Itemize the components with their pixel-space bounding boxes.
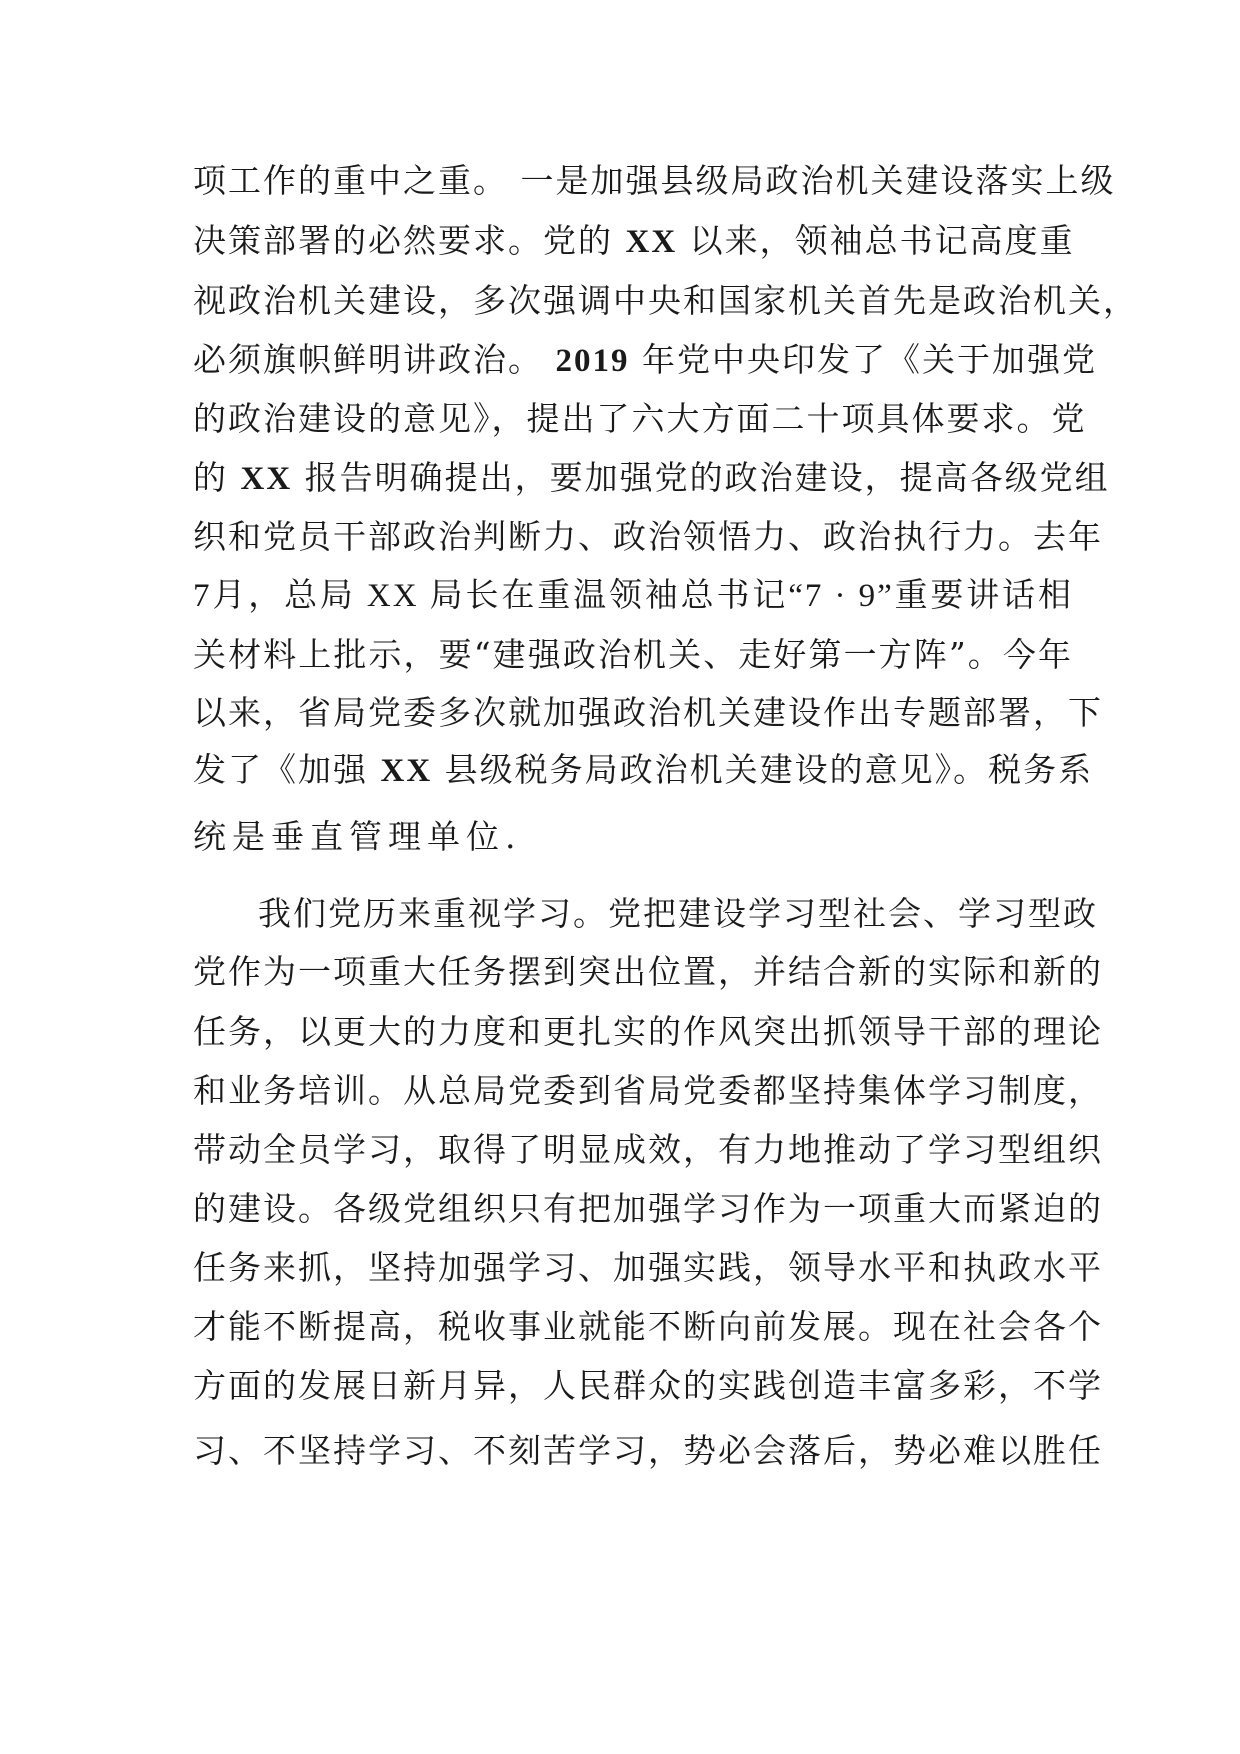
p1-line-4-year: 2019 [555,343,630,379]
p1-line-3-text: 视政治机关建设，多次强调中央和国家机关首先是政治机关， [193,281,1138,320]
p1-line-6-a: 的 [193,458,241,497]
p1-line-2-b: 以来，领袖总书记高度重 [677,221,1075,260]
p1-line-6-b: 报告明确提出，要加强党的政治建设，提高各级党组 [292,458,1110,497]
p2-line-1-text: 我们党历来重视学习。党把建设学习型社会、学习型政 [258,894,1098,933]
p1-line-11-xx: XX [380,753,433,789]
p1-line-11 [193,750,1094,791]
p1-line-4-b: 年党中央印发了《关于加强党 [629,340,1097,379]
p1-line-8 [193,576,1073,616]
p2-line-6-text: 的建设。各级党组织只有把加强学习作为一项重大而紧迫的 [193,1189,1103,1228]
p1-line-12-text: 统是垂直管理单位. [193,817,522,856]
p1-line-10-text: 以来，省局党委多次就加强政治机关建设作出专题部署，下 [193,693,1103,732]
p2-line-10 [193,1431,1103,1471]
p2-line-9 [193,1366,1103,1406]
p2-line-5 [193,1130,1103,1170]
p1-line-3 [193,281,1138,321]
p2-line-2-text: 党作为一项重大任务摆到突出位置，并结合新的实际和新的 [193,952,1103,991]
p1-line-7-text: 织和党员干部政治判断力、政治领悟力、政治执行力。去年 [193,517,1103,556]
p1-line-4-a: 必须旗帜鲜明讲政治。 [193,340,556,379]
p2-line-8 [193,1307,1103,1347]
p1-line-2-xx: XX [625,224,678,260]
p1-line-11-b: 县级税务局政治机关建设的意见》。税务系 [432,750,1094,789]
p1-line-5 [193,399,1087,439]
p2-line-8-text: 才能不断提高，税收事业就能不断向前发展。现在社会各个 [193,1307,1103,1346]
p1-line-12 [193,817,522,857]
p1-line-5-text: 的政治建设的意见》，提出了六大方面二十项具体要求。党 [193,399,1087,438]
p2-line-4-text: 和业务培训。从总局党委到省局党委都坚持集体学习制度， [193,1071,1103,1110]
p2-line-7 [193,1248,1103,1288]
p2-line-7-text: 任务来抓，坚持加强学习、加强实践，领导水平和执政水平 [193,1248,1103,1287]
p2-line-3-text: 任务，以更大的力度和更扎实的作风突出抓领导干部的理论 [193,1012,1103,1051]
p1-line-1 [193,161,1116,201]
p2-line-6 [193,1189,1103,1229]
p2-line-9-text: 方面的发展日新月异，人民群众的实践创造丰富多彩，不学 [193,1366,1103,1405]
p2-line-5-text: 带动全员学习，取得了明显成效，有力地推动了学习型组织 [193,1130,1103,1169]
p2-line-2 [193,952,1103,992]
p1-line-2-a: 决策部署的必然要求。党的 [193,221,626,260]
p2-line-4 [193,1071,1103,1111]
p1-line-11-a: 发了《加强 [193,750,381,789]
p1-line-9 [193,635,1073,675]
p2-line-3 [193,1012,1103,1052]
p2-line-1 [258,894,1098,934]
p2-line-10-text: 习、不坚持学习、不刻苦学习，势必会落后，势必难以胜任 [193,1431,1103,1470]
p1-line-4 [193,340,1097,381]
p1-line-6 [193,458,1110,499]
p1-line-10 [193,693,1103,733]
p1-line-2 [193,221,1073,262]
p1-line-6-xx: XX [240,461,293,497]
p1-line-9-text: 关材料上批示，要“建强政治机关、走好第一方阵”。今年 [193,635,1073,674]
p1-line-1-text: 项工作的重中之重。 一是加强县级局政治机关建设落实上级 [193,161,1116,200]
p1-line-8-text: 7月，总局 XX 局长在重温领袖总书记“7 · 9”重要讲话相 [193,578,1073,614]
p1-line-7 [193,517,1103,557]
